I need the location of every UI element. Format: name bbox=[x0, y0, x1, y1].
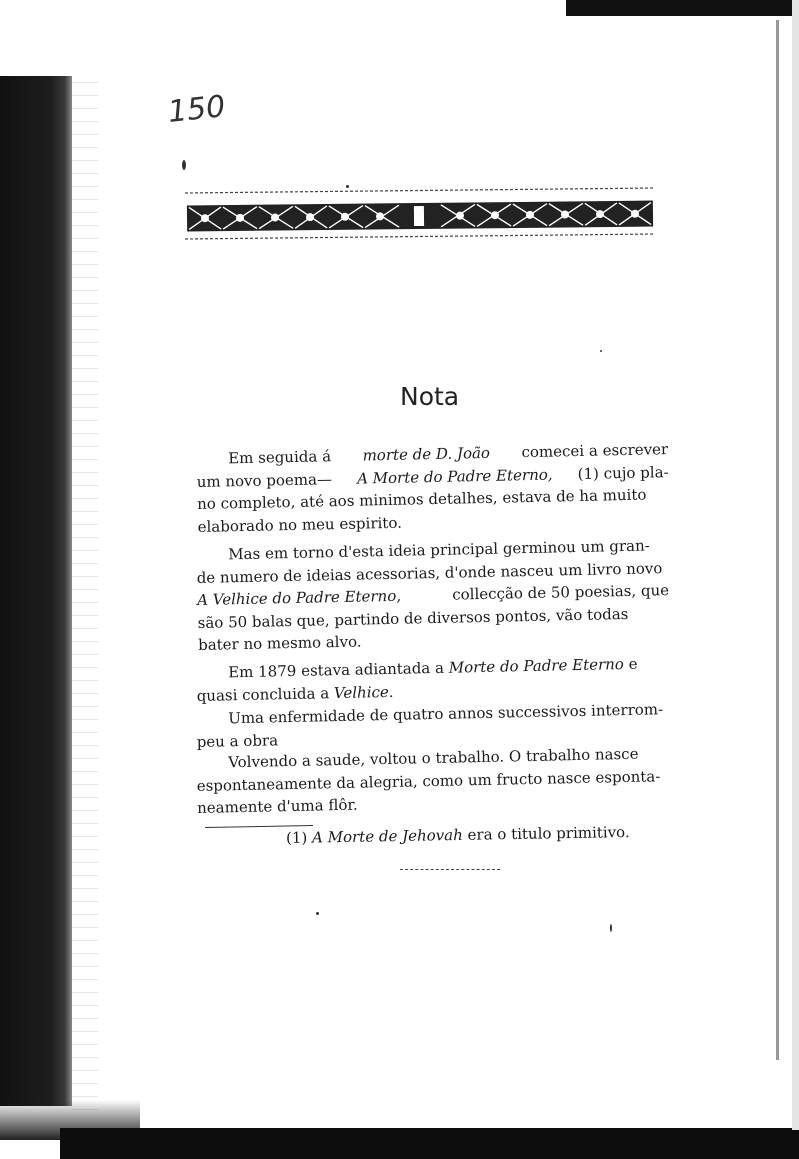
text-run: (1) cujo pla- bbox=[577, 462, 669, 483]
text-line: são 50 balas que, partindo de diversos pontos, vão todas bbox=[197, 604, 629, 632]
text-run: era o titulo primitivo. bbox=[467, 823, 630, 844]
footnote-marker: (1) bbox=[285, 828, 308, 847]
text-run: . bbox=[388, 682, 394, 701]
italic-work-title: A Morte do Padre Eterno, bbox=[356, 465, 553, 488]
paragraph-5 bbox=[196, 742, 669, 820]
text-line: espontaneamente da alegria, como um fructo nasce esponta- bbox=[196, 766, 661, 795]
ink-speck bbox=[610, 924, 612, 932]
text-line: bater no mesmo alvo. bbox=[197, 632, 362, 655]
ink-speck bbox=[316, 912, 319, 915]
text-line: de numero de ideias acessorias, d'onde nasceu um livro novo bbox=[196, 558, 663, 587]
text-line: peu a obra bbox=[196, 730, 279, 751]
text-run: quasi concluida a bbox=[196, 683, 330, 705]
footnote-separator bbox=[205, 825, 313, 828]
scan-left-edge-noise bbox=[72, 76, 98, 1116]
handwritten-folio-number: 150 bbox=[166, 89, 227, 130]
text-line: Uma enfermidade de quatro annos successivos interrom- bbox=[228, 700, 664, 728]
scan-right-line bbox=[776, 20, 779, 1060]
text-line: Mas em torno d'esta ideia principal germinou um gran- bbox=[228, 536, 650, 564]
text-run: collecção de 50 poesias, que bbox=[452, 581, 670, 604]
text-run: Em seguida á bbox=[228, 447, 332, 468]
scan-left-edge bbox=[0, 76, 72, 1106]
text-run: um novo poema— bbox=[196, 469, 333, 491]
text-line: elaborado no meu espirito. bbox=[197, 513, 403, 536]
text-line: Volvendo a saude, voltou o trabalho. O trabalho nasce bbox=[228, 744, 639, 772]
italic-work-title: Velhice bbox=[333, 682, 389, 702]
footnote bbox=[286, 823, 630, 847]
italic-work-title: A Morte de Jehovah bbox=[311, 825, 463, 847]
scan-top-edge bbox=[566, 0, 799, 16]
end-rule bbox=[400, 869, 500, 870]
scan-bottom-edge bbox=[60, 1128, 799, 1159]
text-line: neamente d'uma flôr. bbox=[196, 795, 358, 818]
ink-speck bbox=[182, 160, 186, 170]
decorative-ornament-band bbox=[185, 183, 655, 243]
italic-work-title: morte de D. João bbox=[362, 443, 491, 465]
page-title: Nota bbox=[400, 382, 460, 411]
paragraph-2 bbox=[196, 534, 670, 657]
text-run: e bbox=[628, 654, 638, 673]
paragraph-1 bbox=[196, 438, 670, 538]
italic-work-title: A Velhice do Padre Eterno, bbox=[196, 586, 402, 610]
ink-speck bbox=[346, 185, 349, 188]
text-run: comecei a escrever bbox=[521, 440, 669, 462]
scan-right-edge bbox=[792, 0, 799, 1130]
text-run: Em 1879 estava adiantada a bbox=[228, 658, 445, 682]
text-line: no completo, até aos minimos detalhes, estava de ha muito bbox=[196, 485, 647, 514]
ink-speck bbox=[600, 350, 602, 352]
italic-work-title: Morte do Padre Eterno bbox=[448, 655, 625, 677]
